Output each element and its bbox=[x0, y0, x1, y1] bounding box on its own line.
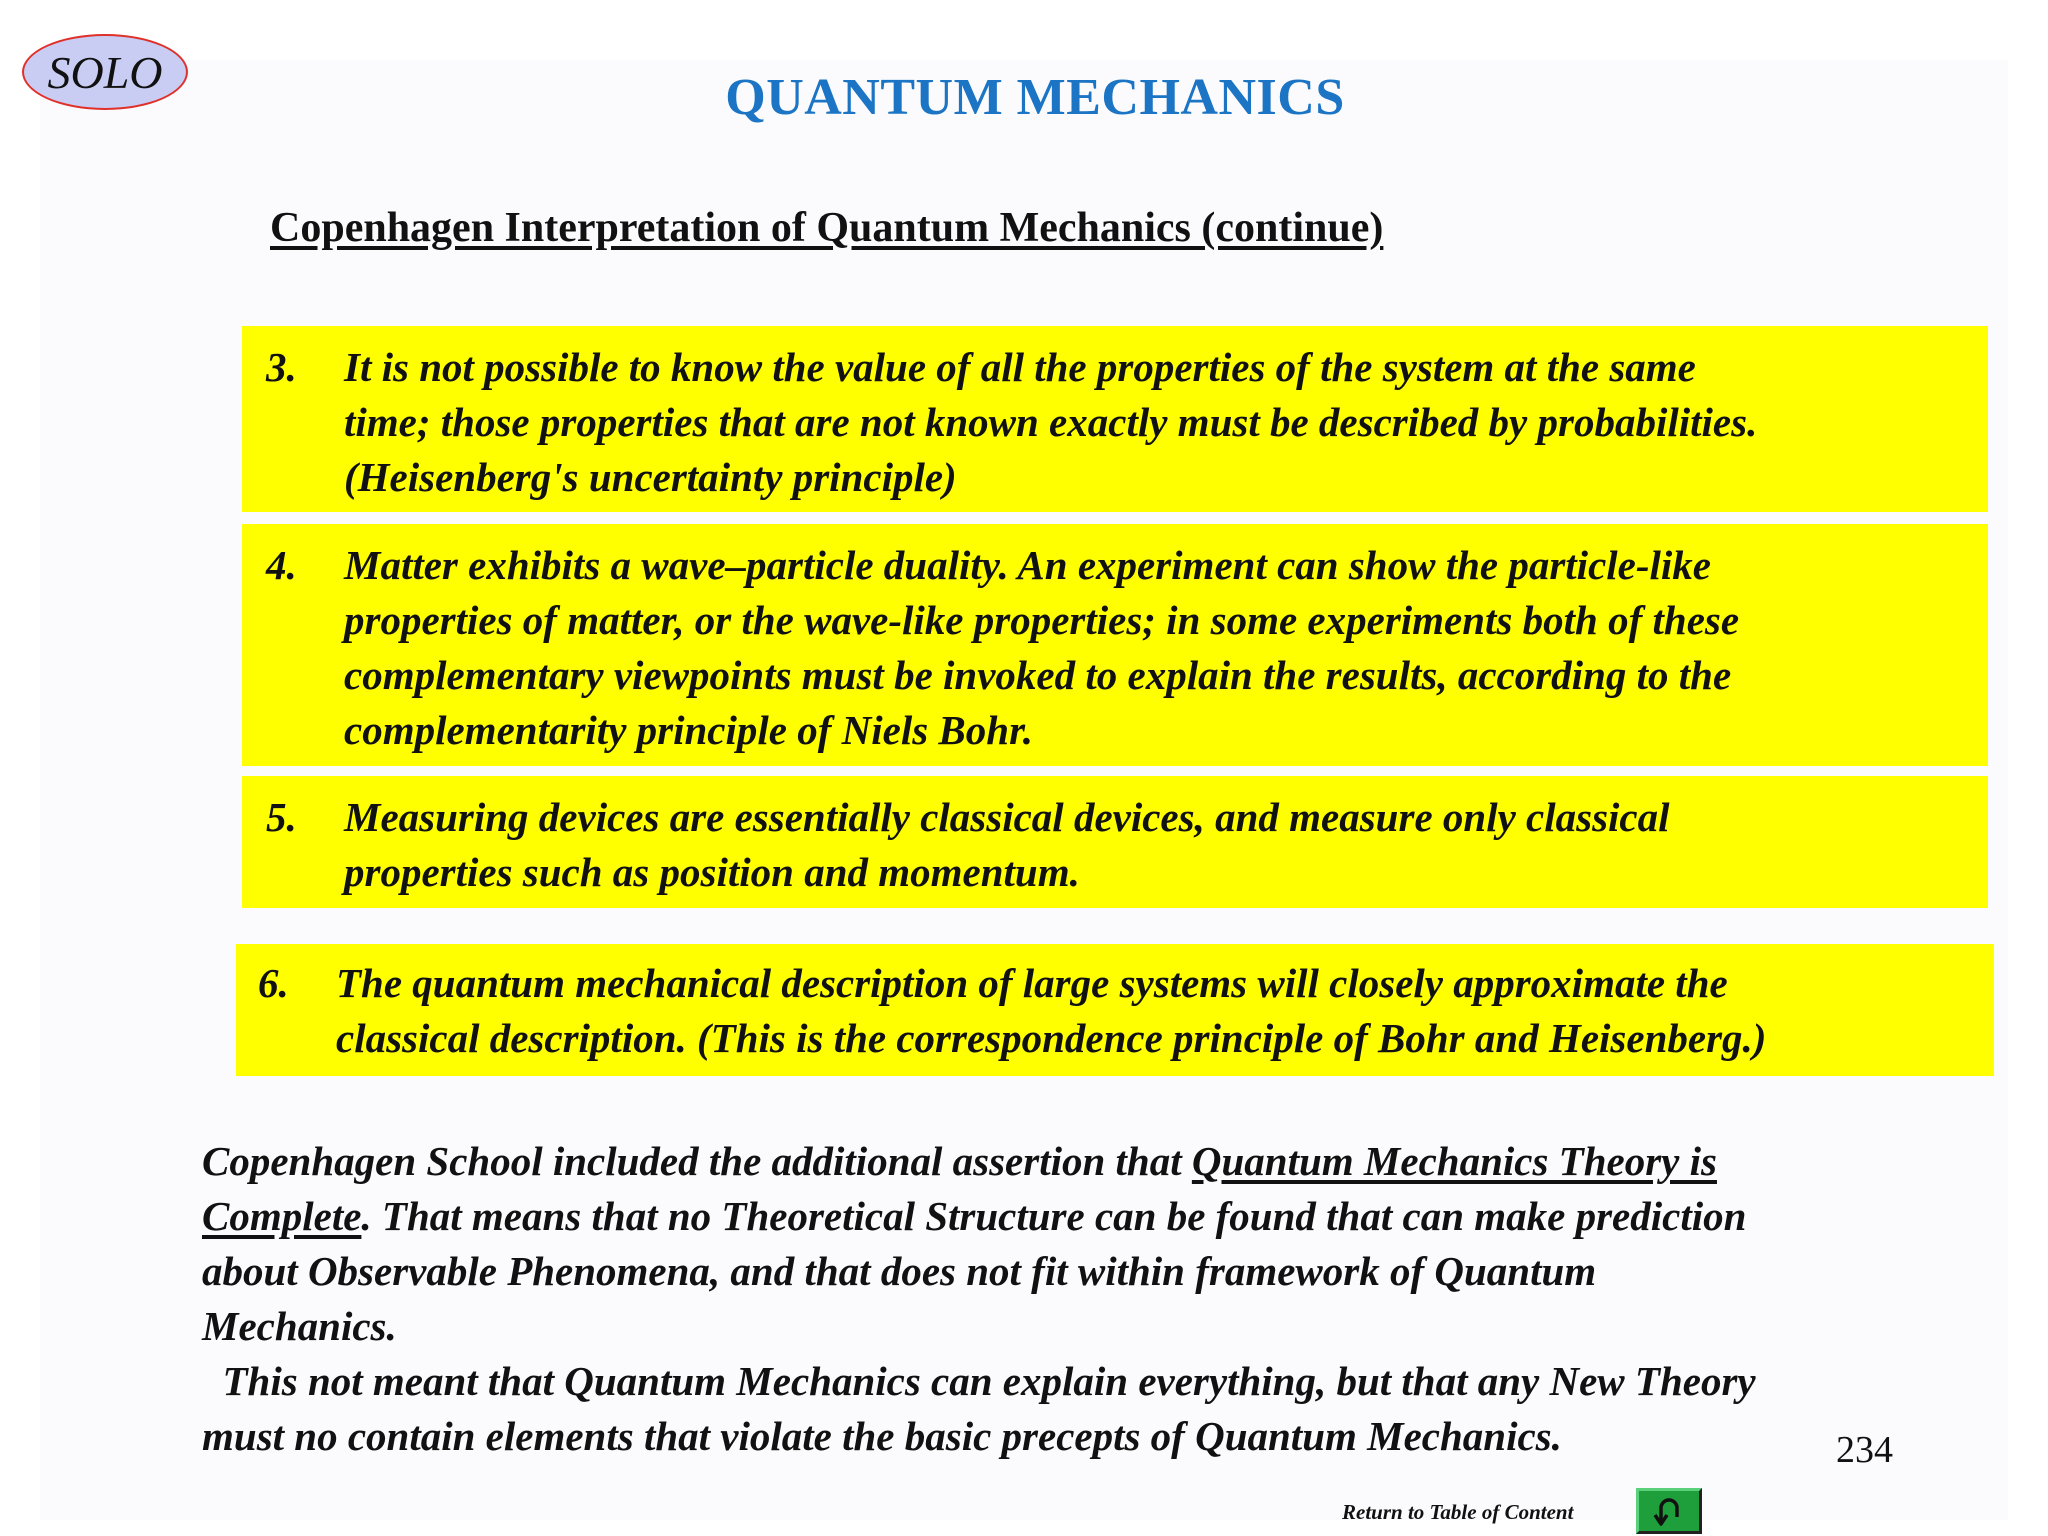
principle-number: 4. bbox=[266, 542, 297, 588]
principle-line: properties such as position and momentum. bbox=[344, 849, 1080, 895]
principle-3-box bbox=[242, 326, 1988, 512]
solo-badge-label: SOLO bbox=[47, 46, 163, 98]
conclusion-emphasis: Quantum Mechanics Theory is bbox=[1191, 1138, 1717, 1184]
conclusion-line bbox=[202, 1134, 1756, 1189]
conclusion-text: Copenhagen School included the additional assertion that bbox=[202, 1138, 1192, 1184]
principle-line: The quantum mechanical description of large systems will closely approximate the bbox=[336, 960, 1728, 1006]
conclusion-line: about Observable Phenomena, and that does not fit within framework of Quantum bbox=[202, 1248, 1597, 1294]
principle-5-box bbox=[242, 776, 1988, 908]
conclusion-text: . That means that no Theoretical Structure can be found that can make prediction bbox=[361, 1193, 1747, 1239]
section-subtitle: Copenhagen Interpretation of Quantum Mechanics (continue) bbox=[270, 205, 1384, 251]
principle-line: complementarity principle of Niels Bohr. bbox=[344, 707, 1034, 753]
principle-4-box bbox=[242, 524, 1988, 766]
principle-line: properties of matter, or the wave-like properties; in some experiments both of these bbox=[344, 597, 1740, 643]
principle-line: Measuring devices are essentially classical devices, and measure only classical bbox=[344, 794, 1670, 840]
principle-line: time; those properties that are not known exactly must be described by probabilities. bbox=[344, 399, 1758, 445]
conclusion-line: This not meant that Quantum Mechanics can explain everything, but that any New Theory bbox=[202, 1358, 1756, 1404]
conclusion-paragraph bbox=[202, 1134, 1756, 1464]
conclusion-emphasis: Complete bbox=[202, 1193, 362, 1239]
conclusion-line: must no contain elements that violate the basic precepts of Quantum Mechanics. bbox=[202, 1413, 1562, 1459]
principle-number: 3. bbox=[266, 344, 297, 390]
principle-line: complementary viewpoints must be invoked to explain the results, according to the bbox=[344, 652, 1732, 698]
u-turn-arrow-icon bbox=[1652, 1495, 1686, 1527]
principle-number: 6. bbox=[258, 960, 289, 1006]
principle-line: (Heisenberg's uncertainty principle) bbox=[344, 454, 957, 500]
conclusion-line: Mechanics. bbox=[202, 1303, 397, 1349]
principle-line: classical description. (This is the correspondence principle of Bohr and Heisenberg.) bbox=[336, 1015, 1767, 1061]
page-title: QUANTUM MECHANICS bbox=[725, 69, 1345, 126]
principle-line: Matter exhibits a wave–particle duality. An experiment can show the particle-like bbox=[344, 542, 1711, 588]
return-button[interactable] bbox=[1636, 1488, 1702, 1534]
principle-6-box bbox=[236, 944, 1994, 1076]
principle-line: It is not possible to know the value of all the properties of the system at the same bbox=[344, 344, 1696, 390]
principle-number: 5. bbox=[266, 794, 297, 840]
return-to-toc-link[interactable]: Return to Table of Content bbox=[1342, 1500, 1574, 1524]
page-number: 234 bbox=[1836, 1429, 1893, 1471]
conclusion-line bbox=[202, 1189, 1756, 1244]
